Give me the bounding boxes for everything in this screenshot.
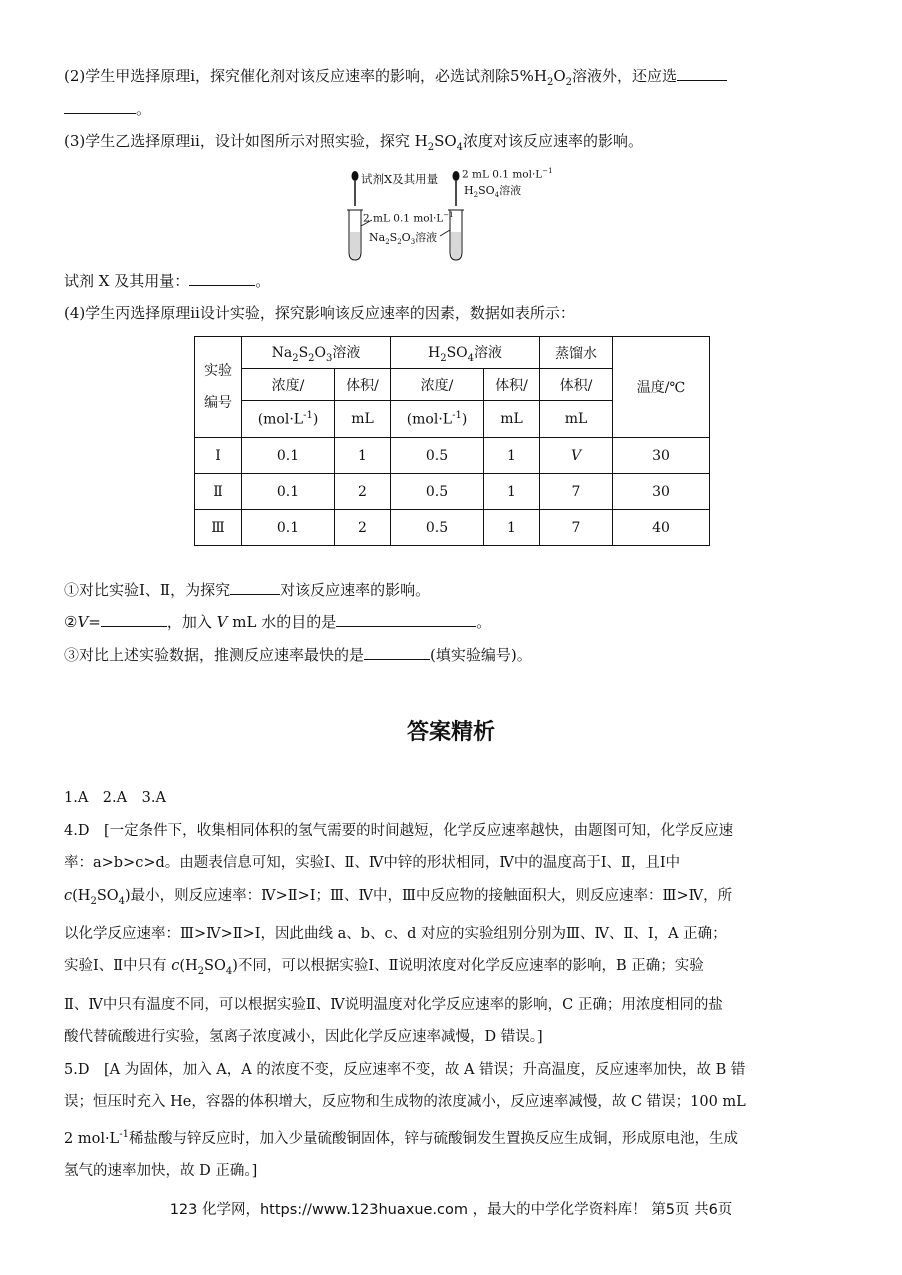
header-conc: 浓度/ bbox=[391, 369, 484, 401]
header-vol-unit: mL bbox=[484, 401, 540, 438]
answer-blank bbox=[336, 612, 476, 627]
left-dropper-icon bbox=[352, 171, 359, 206]
test-tube-diagram bbox=[344, 167, 553, 263]
header-h2so4: $H_2SO_4$溶液 bbox=[391, 337, 540, 369]
header-na2s2o3: $Na_2S_2O_3$溶液 bbox=[242, 337, 391, 369]
header-conc-unit: $(mol\cdot L^{-1})$ bbox=[242, 401, 335, 438]
question-3-answer-line: 试剂 X 及其用量： 。 bbox=[64, 272, 271, 290]
page-footer: 123 化学网，https://www.123huaxue.com ，最大的中学化学资料库！ 第5页 共6页 bbox=[169, 1202, 733, 1218]
header-vol: 体积/ bbox=[540, 369, 613, 401]
header-temperature: 温度/℃ bbox=[613, 337, 710, 438]
answer-blank bbox=[364, 645, 430, 660]
header-vol-unit: mL bbox=[540, 401, 613, 438]
sub-question-3: ③对比上述实验数据，推测反应速率最快的是 (填实验编号)。 bbox=[64, 646, 532, 664]
table-row: Ⅰ 0.1 1 0.5 1 V 30 bbox=[195, 438, 710, 474]
answer-blank bbox=[677, 66, 727, 81]
reagent-x-label: 试剂X及其用量 bbox=[361, 172, 439, 186]
header-vol: 体积/ bbox=[335, 369, 391, 401]
answer-blank bbox=[230, 580, 280, 595]
header-conc-unit: $(mol\cdot L^{-1})$ bbox=[391, 401, 484, 438]
na2s2o3-solution-label: $Na_2S_2O_3$溶液 bbox=[369, 231, 438, 247]
h2so4-solution-label: $H_2SO_4$溶液 bbox=[464, 184, 522, 200]
header-vol-unit: mL bbox=[335, 401, 391, 438]
answer-blank bbox=[101, 612, 167, 627]
table-row: Ⅲ 0.1 2 0.5 1 7 40 bbox=[195, 510, 710, 546]
h2so4-amount-label: 2 mL 0.1 $mol\cdot L^{-1}$ bbox=[462, 167, 553, 181]
right-dropper-icon bbox=[453, 171, 460, 206]
answer-section-title: 答案精析 bbox=[406, 720, 495, 745]
question-2-line-2: 。 bbox=[64, 99, 151, 119]
experiment-data-table bbox=[194, 336, 710, 546]
sub-question-1: ①对比实验Ⅰ、Ⅱ，为探究 对该反应速率的影响。 bbox=[64, 581, 431, 599]
answer-body: 1.A 2.A 3.A 4.D [一定条件下，收集相同体积的氢气需要的时间越短，化学反应速率越快，由题图可知，化学反应速 率：a>b>c>d。由题表信息可知，实验Ⅰ、Ⅱ、Ⅳ中锌的形状相同，Ⅳ中的温度高于Ⅰ、Ⅱ，且Ⅰ中 $c(H_2SO_4)$最小，则反应速率：Ⅳ>Ⅱ>Ⅰ；Ⅲ、Ⅳ中，Ⅲ中反应物的接触面积大，则反应速率：Ⅲ>Ⅳ，所 以化学反应速率：Ⅲ>Ⅳ>Ⅱ>Ⅰ，因此曲线 a、b、c、d 对应的实验组别分别为Ⅲ、Ⅳ、Ⅱ、Ⅰ，A 正确； 实验Ⅰ、Ⅱ中只有 $c(H_2SO_4)$不同，可以根据实验Ⅰ、Ⅱ说明浓度对化学反应速率的影响，B 正确；实验 Ⅱ、Ⅳ中只有温度不同，可以根据实验Ⅱ、Ⅳ说明温度对化学反应速率的影响，C 正确；用浓度相同的盐 酸代替硫酸进行实验，氢离子浓度减小，因此化学反应速率减慢，D 错误。] 5.D [A 为固体，加入 A，A 的浓度不变，反应速率不变，故 A 错误；升高温度，反应速率加快，故 B 错 误；恒压时充入 He，容器的体积增大，反应物和生成物的浓度减小，反应速率减慢，故 C 错误；100 mL 2 $mol\cdot L^{-1}$稀盐酸与锌反应时，加入少量硫酸铜固体，锌与硫酸铜发生置换反应生成铜，形成原电池，生成 氢气的速率加快，故 D 正确。] bbox=[64, 790, 746, 1180]
left-test-tube-icon bbox=[347, 210, 363, 260]
question-4-intro: (4)学生丙选择原理ⅱ设计实验，探究影响该反应速率的因素，数据如表所示： bbox=[64, 304, 575, 322]
header-vol: 体积/ bbox=[484, 369, 540, 401]
header-conc: 浓度/ bbox=[242, 369, 335, 401]
question-3-line: (3)学生乙选择原理ⅱ，设计如图所示对照实验，探究 $H_2SO_4$浓度对该反应速率的影响。 bbox=[64, 132, 644, 153]
na2s2o3-amount-label: 2 mL 0.1 $mol\cdot L^{-1}$ bbox=[363, 211, 454, 225]
table-row: Ⅱ 0.1 2 0.5 1 7 30 bbox=[195, 474, 710, 510]
answer-blank bbox=[189, 271, 255, 286]
header-experiment-number: 实验 编号 bbox=[195, 337, 242, 438]
header-water: 蒸馏水 bbox=[540, 337, 613, 369]
sub-question-2: ②V= ，加入 V mL 水的目的是 。 bbox=[64, 613, 492, 631]
answer-blank bbox=[64, 99, 136, 114]
question-2-line: (2)学生甲选择原理ⅰ，探究催化剂对该反应速率的影响，必选试剂除$5\%H_2O_2$溶液外，还应选 bbox=[64, 66, 727, 93]
